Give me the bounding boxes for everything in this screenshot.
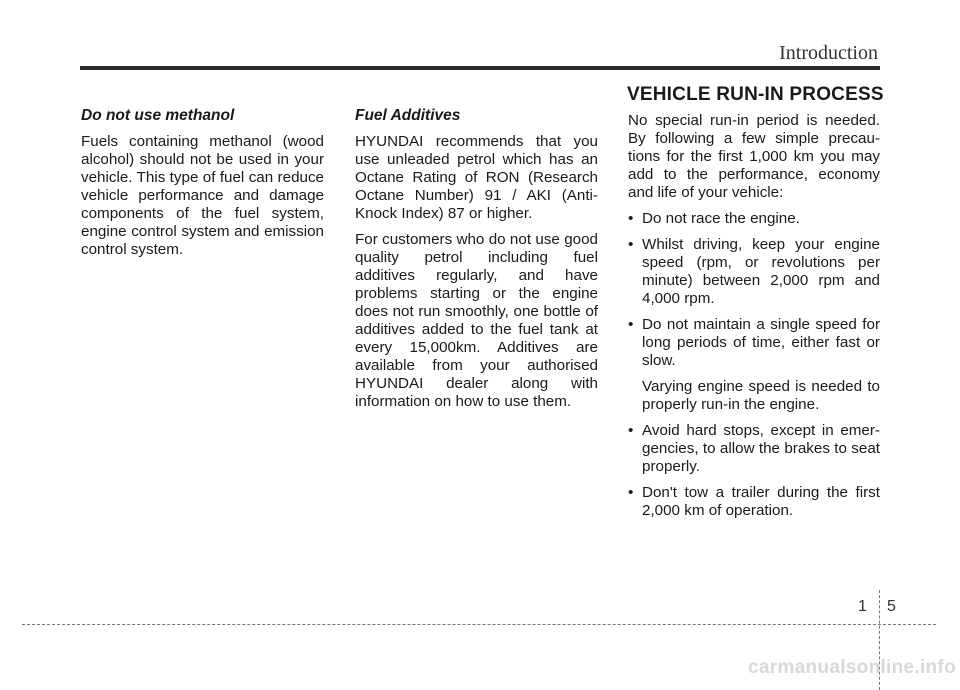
bullet-icon: • xyxy=(628,210,634,227)
bullet-icon: • xyxy=(628,236,634,253)
fuel-additives-heading: Fuel Additives xyxy=(355,107,461,124)
list-item-text: Whilst driving, keep your engine speed (rpm, or revolutions per minute) between 2,000 rpm and 4,000 rpm. xyxy=(642,236,880,307)
list-item-note: Varying engine speed is needed to properly run-in the engine. xyxy=(642,378,880,413)
run-in-intro: No special run-in period is needed. By following a few simple precau-tions for the first 1,000 km you may add to the performance, economy and life of your vehicle: xyxy=(628,112,880,201)
footer-rule xyxy=(22,624,936,625)
chapter-number: 1 xyxy=(858,598,867,615)
section-title: VEHICLE RUN-IN PROCESS xyxy=(627,84,884,105)
methanol-heading: Do not use methanol xyxy=(81,107,235,124)
list-item-text: Do not race the engine. xyxy=(642,210,800,227)
list-item xyxy=(628,422,880,476)
page-number: 5 xyxy=(887,598,896,615)
column-fuel-additives xyxy=(355,107,598,419)
list-item xyxy=(628,210,880,228)
fuel-additives-para-2: For customers who do not use good quality petrol including fuel additives regularly, and have problems starting or the engine does not run smoothly, one bottle of additives added to the fuel tank at every 15,000km. Additives are available from your authorised HYUNDAI dealer along with information on how to use them. xyxy=(355,231,598,410)
methanol-body: Fuels containing methanol (wood alcohol) should not be used in your vehicle. This type of fuel can reduce vehicle performance and damage components of the fuel system, engine control system and emission control system. xyxy=(81,133,324,258)
page-header-title: Introduction xyxy=(779,42,878,64)
list-item xyxy=(628,484,880,520)
list-item xyxy=(628,316,880,414)
run-in-list xyxy=(628,210,880,520)
bullet-icon: • xyxy=(628,422,634,439)
column-methanol xyxy=(81,107,324,267)
list-item-text: Don't tow a trailer during the first 2,000 km of operation. xyxy=(642,484,880,519)
watermark: carmanualsonline.info xyxy=(748,657,956,678)
bullet-icon: • xyxy=(628,316,634,333)
fuel-additives-para-1: HYUNDAI recommends that you use unleaded petrol which has an Octane Rating of RON (Research Octane Number) 91 / AKI (Anti-Knock Index) 87 or higher. xyxy=(355,133,598,222)
list-item xyxy=(628,236,880,308)
list-item-text: Avoid hard stops, except in emer-gencies, to allow the brakes to seat properly. xyxy=(642,422,880,475)
header-rule xyxy=(80,66,880,70)
list-item-text: Do not maintain a single speed for long periods of time, either fast or slow. xyxy=(642,316,880,369)
bullet-icon: • xyxy=(628,484,634,501)
column-run-in xyxy=(628,112,880,528)
